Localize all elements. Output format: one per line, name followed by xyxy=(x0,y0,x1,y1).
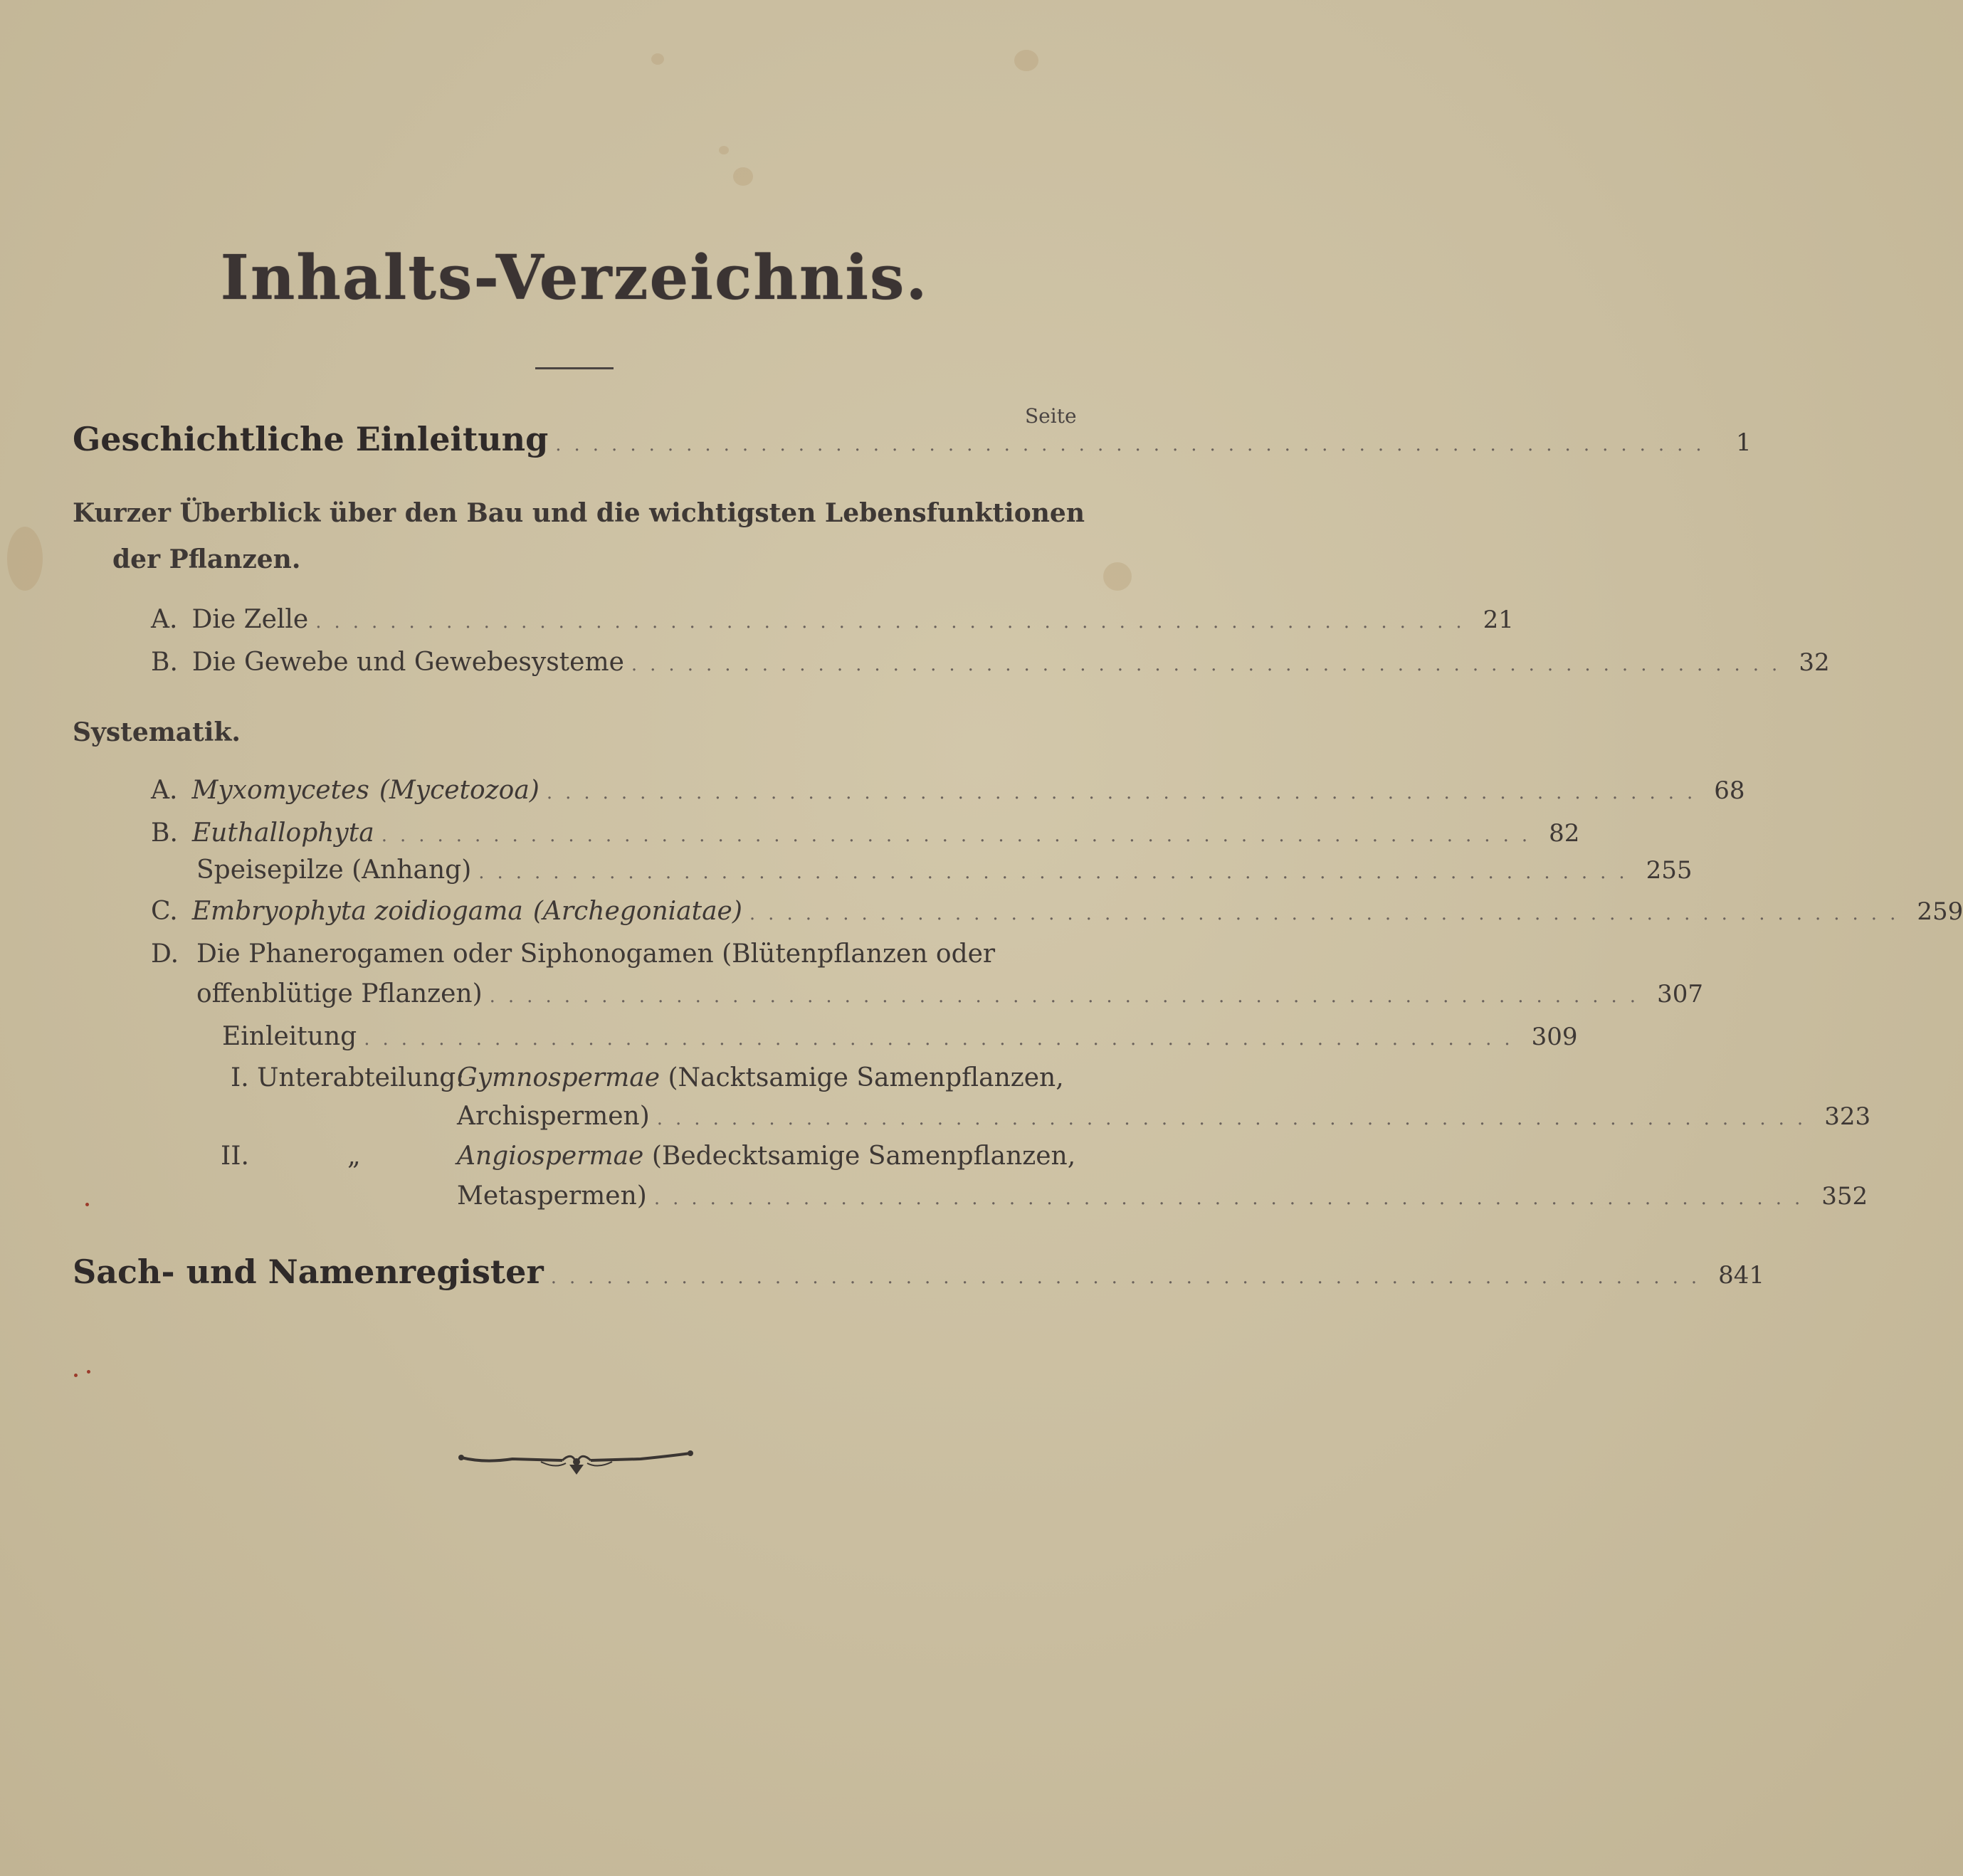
toc-entry-myxomycetes xyxy=(151,776,1745,805)
page-number: 352 xyxy=(1821,1182,1868,1211)
page-number: 21 xyxy=(1483,606,1514,634)
page-number: 255 xyxy=(1646,856,1693,885)
entry-label-italic: Embryophyta zoidiogama xyxy=(191,897,523,926)
entry-label-rest: (Archegoniatae) xyxy=(532,897,742,926)
paper-stain xyxy=(719,146,729,154)
dot-leader: .............................................................. xyxy=(656,1108,1816,1129)
toc-entry-gymnospermae-line1 xyxy=(457,1063,1064,1092)
paper-stain xyxy=(1014,50,1038,71)
entry-label: offenblütige Pflanzen) xyxy=(196,979,483,1008)
entry-label-italic: Angiospermae xyxy=(457,1142,644,1171)
entry-label-rest: (Mycetozoa) xyxy=(379,776,540,805)
entry-label-rest: (Nacktsamige Samenpflanzen, xyxy=(668,1063,1064,1092)
page-number: 841 xyxy=(1718,1261,1765,1290)
dot-leader: .............................................................. xyxy=(381,825,1541,846)
page-number: 32 xyxy=(1799,648,1830,677)
page-number: 309 xyxy=(1531,1023,1578,1051)
page-number: 307 xyxy=(1657,980,1703,1008)
ink-fleck xyxy=(74,1374,78,1377)
entry-prefix: D. xyxy=(151,939,179,969)
entry-label-italic: Euthallophyta xyxy=(191,818,374,848)
toc-entry-phanerogamen-line1: Die Phanerogamen oder Siphonogamen (Blütenpflanzen oder xyxy=(196,939,996,969)
entry-label: Archispermen) xyxy=(457,1102,650,1131)
entry-prefix: II. xyxy=(221,1142,249,1171)
toc-heading-line2: der Pflanzen. xyxy=(112,544,301,574)
toc-entry-speisepilze xyxy=(196,855,1693,885)
toc-entry-angiospermae-line1 xyxy=(457,1142,1075,1171)
ink-fleck xyxy=(85,1203,89,1206)
entry-label: Die Zelle xyxy=(191,605,309,634)
toc-heading-label: Geschichtliche Einleitung xyxy=(73,420,549,458)
toc-entry-d-einleitung xyxy=(222,1022,1578,1051)
paper-stain xyxy=(651,53,664,65)
toc-entry-zelle xyxy=(151,605,1514,634)
toc-heading-systematik: Systematik. xyxy=(73,717,241,747)
entry-label-italic: Myxomycetes xyxy=(191,776,369,805)
dot-leader: .............................................................. xyxy=(555,434,1715,455)
entry-prefix: C. xyxy=(151,897,178,926)
toc-entry-einleitung xyxy=(73,420,1752,458)
ditto-mark: „ xyxy=(347,1142,361,1171)
entry-prefix: A. xyxy=(151,776,178,805)
dot-leader: .............................................................. xyxy=(631,654,1791,675)
dot-leader: .............................................................. xyxy=(749,903,1909,924)
dot-leader: .............................................................. xyxy=(478,862,1638,883)
dot-leader: .............................................................. xyxy=(546,782,1706,803)
dot-leader: .............................................................. xyxy=(653,1188,1814,1209)
page-number: 259 xyxy=(1917,897,1963,926)
dot-leader: .............................................................. xyxy=(489,986,1649,1007)
dot-leader: .............................................................. xyxy=(315,611,1475,633)
entry-prefix: B. xyxy=(151,648,178,677)
ink-fleck xyxy=(87,1370,90,1374)
entry-label-rest: (Bedecktsamige Samenpflanzen, xyxy=(651,1142,1076,1171)
paper-stain xyxy=(733,167,753,186)
page-number: 323 xyxy=(1824,1102,1871,1131)
page-title: Inhalts-Verzeichnis. xyxy=(220,242,929,314)
dot-leader: .............................................................. xyxy=(550,1267,1710,1288)
toc-entry-gymnospermae xyxy=(457,1102,1871,1131)
page-number: 1 xyxy=(1736,428,1752,457)
entry-label: Metaspermen) xyxy=(457,1181,647,1211)
toc-entry-embryophyta xyxy=(151,897,1963,926)
seite-label: Seite xyxy=(1025,404,1077,428)
toc-entry-gewebe xyxy=(151,648,1830,677)
entry-prefix: I. Unterabteilung: xyxy=(231,1063,465,1092)
entry-prefix: B. xyxy=(151,818,178,848)
toc-heading-line1: Kurzer Überblick über den Bau und die wichtigsten Lebensfunktionen xyxy=(73,498,1085,528)
toc-entry-phanerogamen xyxy=(196,979,1703,1008)
dot-leader: .............................................................. xyxy=(364,1028,1523,1050)
paper-stain xyxy=(1103,562,1132,591)
entry-label: Speisepilze (Anhang) xyxy=(196,855,472,885)
entry-label: Die Gewebe und Gewebesysteme xyxy=(191,648,624,677)
paper-stain xyxy=(7,527,43,591)
title-rule xyxy=(535,367,614,369)
entry-prefix: A. xyxy=(151,605,178,634)
entry-label: Einleitung xyxy=(222,1022,357,1051)
entry-label-italic: Gymnospermae xyxy=(457,1063,661,1092)
page-number: 82 xyxy=(1549,819,1580,848)
fleuron-divider-icon xyxy=(456,1443,698,1486)
toc-heading-label: Sach- und Namenregister xyxy=(73,1253,544,1291)
toc-entry-register xyxy=(73,1253,1765,1291)
page-number: 68 xyxy=(1714,776,1745,805)
toc-entry-angiospermae xyxy=(457,1181,1868,1211)
toc-entry-euthallophyta xyxy=(151,818,1580,848)
